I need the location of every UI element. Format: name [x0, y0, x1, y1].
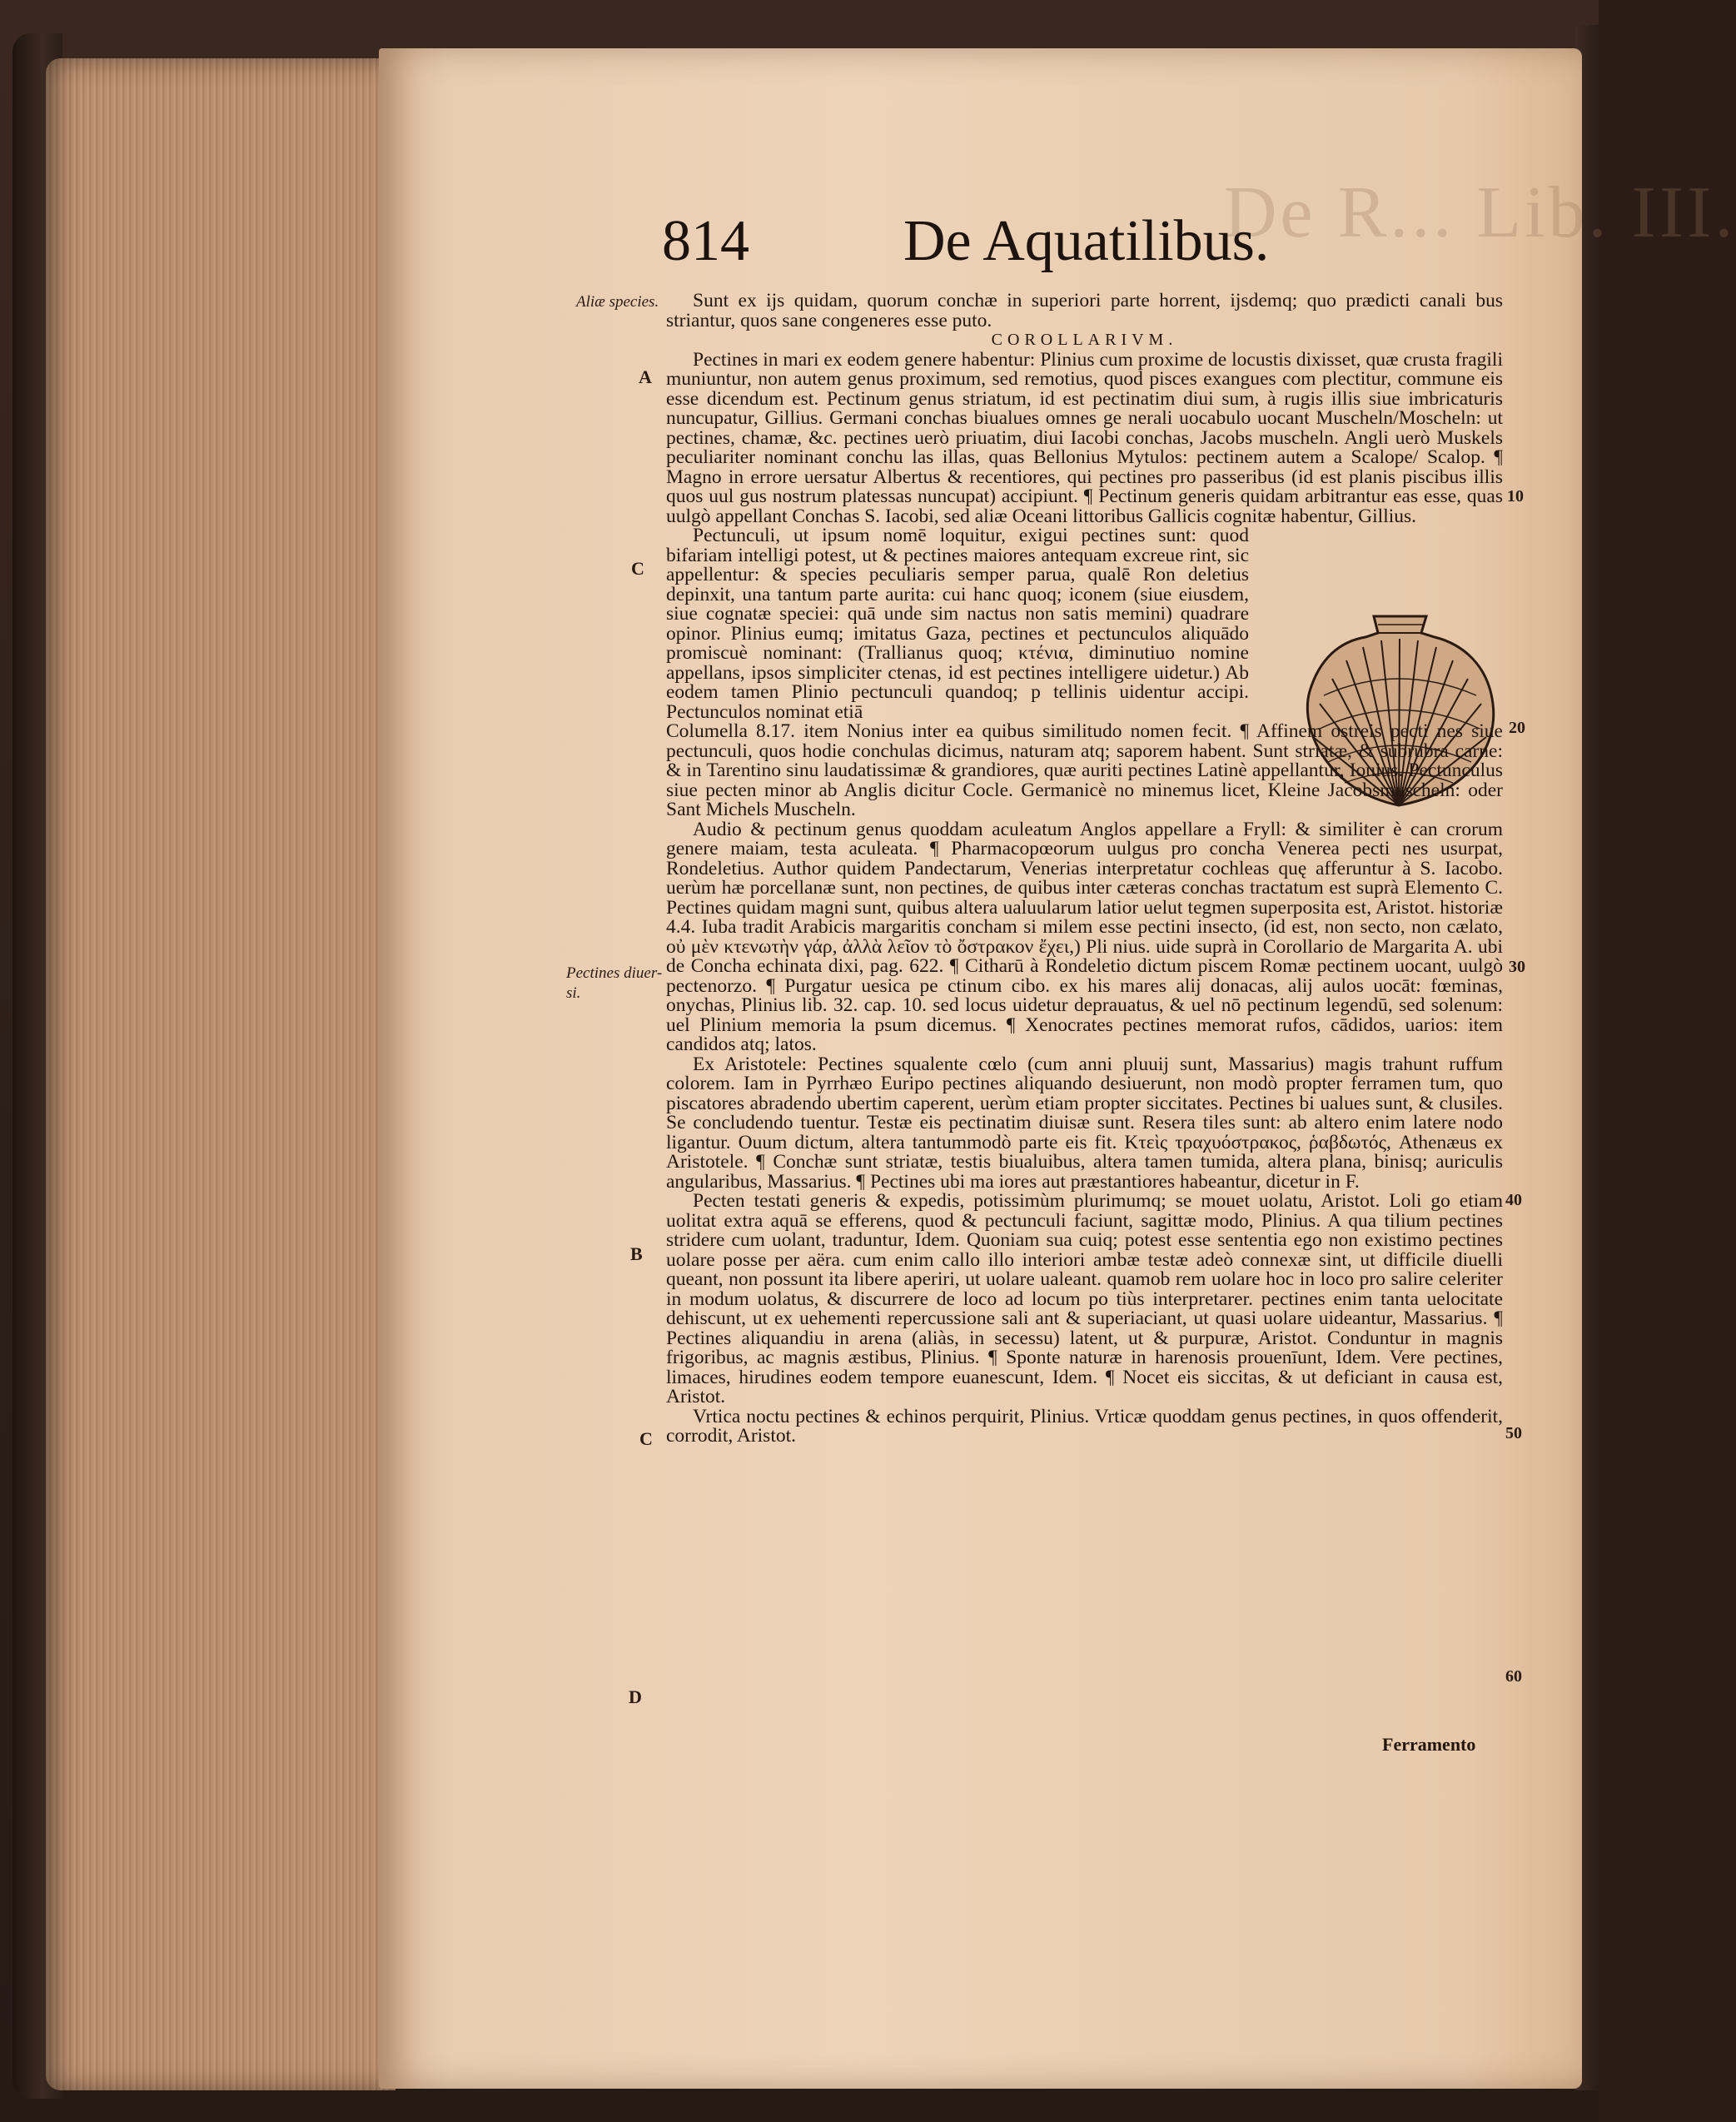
- paragraph-audio: Audio & pectinum genus quoddam aculeatum Anglos appellare a Fryll: & similiter è can crorum genere maiam, testa aculeata. ¶ Pharmacopœorum uulgus pro concha Venerea pecti nes usurpat, Rondeletius. Author quidem Pandectarum, Venerias interpretatur cochleas quę afferuntur à S. Iacobo. uerùm hæ porcellanæ sunt, non pectines, de quibus inter cæteras conchas tractatum est suprà Elemento C. Pectines quidam magni sunt, quibus altera ualuularum latior uelut tegmen superposita est, Aristot. historiæ 4.4. Iuba tradit Arabicis margaritis concham si milem esse pectini insecto, (id est, non secto, non cælato, οὐ μὲν κτενωτὴν γάρ, ἀλλὰ λεῖον τὸ ὄστρακον ἔχει,) Pli nius. uide suprà in Corollario de Margarita A. ubi de Concha echinata dixi, pag. 622. ¶ Citharū à Rondeletio dictum piscem Romæ pectinem uocant, uulgò pectenorzo. ¶ Purgatur uesica pe ctinum cibo. ex his mares alij donacas, alij aulos uocāt: fœminas, onychas, Plinius lib. 32. cap. 10. sed locus uidetur deprauatus, & uel nō pectinum legendū, sed solenum: uel Plinium memoria la psum dicemus. ¶ Xenocrates pectines memorat rufos, cādidos, uarios: item candidos atq; latos.: [666, 818, 1503, 1055]
- page-number: 814: [662, 209, 749, 273]
- paragraph-ex-aristotele: Ex Aristotele: Pectines squalente cœlo (cum anni pluuij sunt, Massarius) magis trahunt ruffum colorem. Iam in Pyrrhæo Euripo pectines aliquando desiuerunt, non modò propter ferramen tum, quo piscatores abradendo ubertim caperent, uerùm etiam propter siccitates. Pectines bi ualues sunt, & clusiles. Se concludendo tuentur. Testæ eis pectinatim diuisæ sunt. Resera tiles sunt: ab altero enim latere nodo ligantur. Ouum dictum, altera tantummodò parte eis fit. Κτεὶς τραχυόστρακος, ῥαβδωτός, Athenæus ex Aristotele. ¶ Conchæ sunt striatæ, testis biualuibus, altera tamen tumida, altera plana, binisq; auriculis angularibus, Massarius. ¶ Pectines ubi ma iores aut præstantiores habeantur, dicetur in F.: [666, 1053, 1503, 1193]
- paragraph-pectunculi: Pectunculi, ut ipsum nomē loquitur, exigui pectines sunt: quod bifariam intelligi potest, ut & pectines maiores antequam excreue rint, sic appellentur: & species peculiaris semper parua, qualē Ron deletius depinxit, una tantum parte aurita: cui hanc quoq; iconem (siue eiusdem, siue cognatæ speciei: quā unde sim nactus non satis memini) quadrare opinor. Plinius eumq; imitatus Gaza, pectines et pectunculos aliquādo promiscuè nominant: (Trallianus quoq; κτένια, diminutiuo nomine appellans, ipsos simpliciter ctenas, id est pectines intelligere uidetur.) Ab eodem tamen Plinio pectunculi quandoq; p tellinis uidentur accipi. Pectunculos nominat etiā: [666, 525, 1249, 723]
- margin-letter-b: B: [630, 1243, 643, 1264]
- margin-line-10: 10: [1507, 487, 1524, 506]
- margin-letter-a: A: [639, 366, 652, 387]
- margin-letter-d: D: [629, 1686, 642, 1707]
- margin-note-alia: Aliæ species.: [576, 293, 659, 311]
- margin-line-60: 60: [1505, 1667, 1522, 1686]
- paragraph-columella: Columella 8.17. item Nonius inter ea quibus similitudo nomen fecit. ¶ Affinem ostreis pecti nes siue pectunculi, quos hodie conchulas dicimus, naturam atq; saporem habent. Sunt striatæ, & subrubra carne: & in Tarentino sinu laudatissimæ & grandiores, quæ auriti pectines Latinè appellantur, Iouius. Pectunculus siue pecten minor ab Anglis dicitur Cocle. Germanicè no minemus licet, Kleine Jacobsmuscheln: oder Sant Michels Muscheln.: [666, 720, 1503, 820]
- margin-note-pectines-1: Pectines diuer-: [566, 964, 663, 982]
- running-title: De Aquatilibus.: [903, 209, 1270, 273]
- catchword: Ferramento: [1382, 1734, 1476, 1755]
- paragraph-alia-species: Sunt ex ijs quidam, quorum conchæ in superiori parte horrent, ijsdemq; quo prædicti canali bus striantur, quos sane congeneres esse puto.: [666, 290, 1503, 331]
- page-block-edge: [46, 58, 395, 2090]
- margin-note-pectines-2: si.: [566, 984, 581, 1002]
- margin-line-50: 50: [1505, 1424, 1522, 1442]
- margin-line-30: 30: [1509, 958, 1525, 976]
- main-text: [666, 291, 1503, 1447]
- margin-letter-c1: C: [631, 558, 644, 579]
- paragraph-pectines-in-mari: Pectines in mari ex eodem genere habentur: Plinius cum proxime de locustis dixisset, quæ crusta fragili muniuntur, non autem genus proximum, sed remotius, quod pisces exangues com plectitur, commune eis esse dicendum est. Pectinum genus striatum, id est pectinatim diui sum, à rugis illis siue imbricaturis nuncupatur, Gillius. Germani conchas biualues omnes ge nerali uocabulo uocant Muscheln/Moscheln: ut pectines, chamæ, &c. pectines uerò priuatim, diui Iacobi conchas, Jacobs muscheln. Angli uerò Muskels peculiariter nominant conchu las illas, quas Bellonius Mytulos: pectinem autem a Scalope/ Scalop. ¶ Magno in errore uersatur Albertus & recentiores, qui pectines pro passeribus (id est planis piscibus illis quos uul gus nostrum platessas nuncupat) accipiunt. ¶ Pectinum generis quidam arbitrantur eas esse, quas uulgò appellant Conchas S. Iacobi, sed aliæ Oceani littoribus Gallicis cognitæ habentur, Gillius.: [666, 348, 1503, 527]
- margin-letter-c2: C: [639, 1428, 653, 1449]
- margin-line-40: 40: [1505, 1191, 1522, 1209]
- corollarium-heading: COROLLARIVM.: [991, 331, 1178, 349]
- show-through-title: De R... Lib. III.: [1224, 172, 1736, 253]
- margin-line-20: 20: [1509, 719, 1525, 737]
- paragraph-vrtica: Vrtica noctu pectines & echinos perquirit, Plinius. Vrticæ quoddam genus pectines, in quos offenderit, corrodit, Aristot.: [666, 1405, 1503, 1447]
- paragraph-pecten-testati: Pecten testati generis & expedis, potissimùm plurimumq; se mouet uolatu, Aristot. Loli go etiam uolitat extra aquā se efferens, quod & pectunculi faciunt, sagittæ modo, Plinius. A qua tilium pectines stridere cum uolant, traduntur, Idem. Quoniam sua cuiq; potest esse sententia ego non existimo pectines uolare posse per aëra. cum enim callo illo interiori ambæ testæ adeò connexæ sint, ut difficile diuelli queant, non possunt ita libere aperiri, ut uolare ualeant. quamob rem uolare hoc in loco pro salire celeriter in modum uolatus, & discurrere de loco ad locum po tiùs interpretarer. pectines enim tanta uelocitate dehiscunt, ut ex uehementi repercussione sali ant & superiaciant, ut quasi uolare uideantur, Massarius. ¶ Pectines aliquandiu in arena (aliàs, in secessu) latent, ut & purpuræ, Aristot. Conduntur in magnis frigoribus, ac magnis æstibus, Plinius. ¶ Sponte naturæ in harenosis prouenīunt, Idem. Vere pectines, limaces, hirudines eodem tempore euanescunt, Idem. ¶ Nocet eis siccitas, & ut deficiant in causa est, Aristot.: [666, 1190, 1503, 1407]
